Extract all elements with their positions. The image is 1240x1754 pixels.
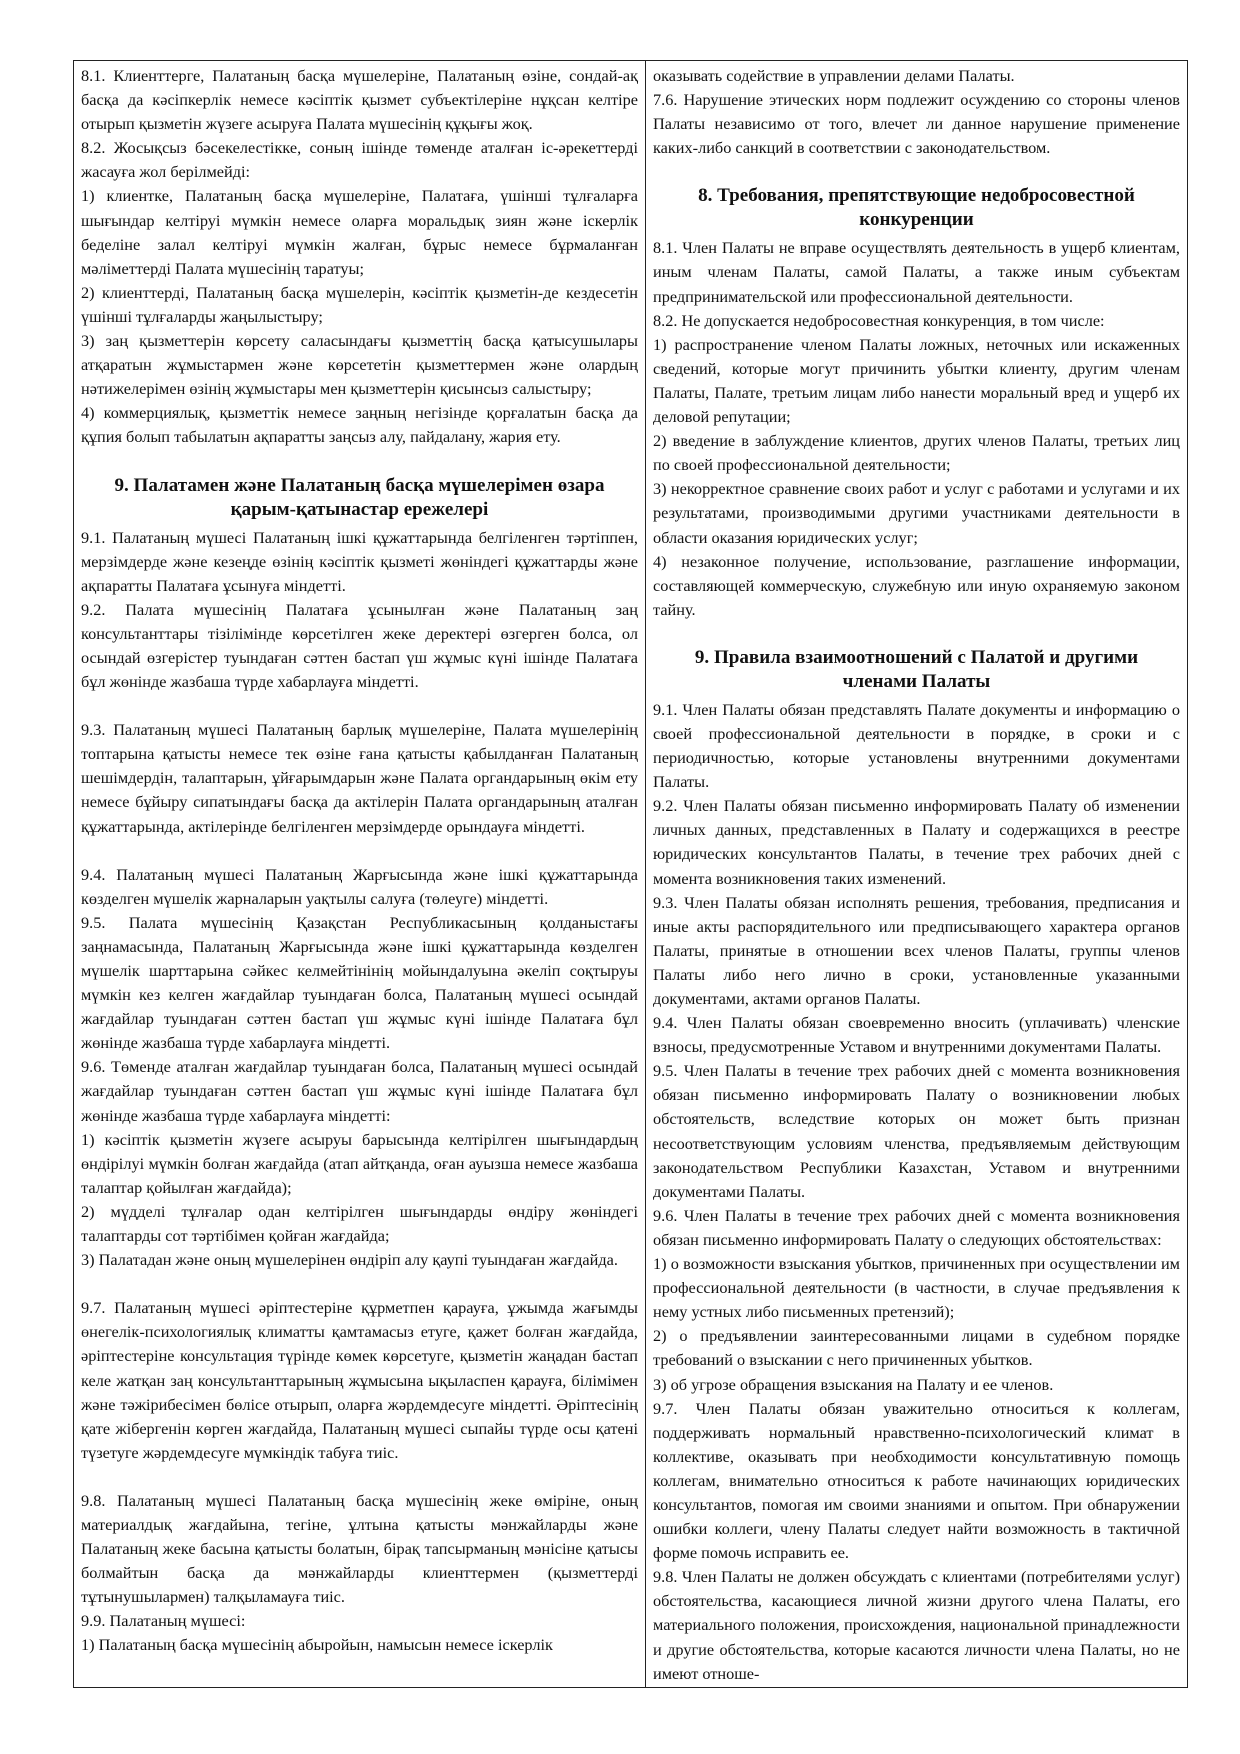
ru-clause-9-2: 9.2. Член Палаты обязан письменно информировать Палату об изменении личных данных, представленных в Палату и содержащихся в реестре юридических консультантов Палаты, в течение трех рабочих дней с момента возникновения таких изменений. bbox=[653, 796, 1180, 888]
ru-clause-9-5: 9.5. Член Палаты в течение трех рабочих дней с момента возникновения обязан письменно информировать Палату о возникновении любых обстоятельств, вследствие которых он может быть признан несоответствующим условиям членства, предъявляемым действующим законодательством Республики Казахстан, Уставом и внутренними документами Палаты. bbox=[653, 1061, 1180, 1201]
kk-section-9-heading: 9. Палатамен және Палатаның басқа мүшелерімен өзара қарым-қатынастар ережелері bbox=[114, 474, 605, 520]
kk-clause-9-9-item-1: 1) Палатаның басқа мүшесінің абыройын, намысын немесе іскерлік bbox=[81, 1635, 553, 1655]
ru-clause-9-8: 9.8. Член Палаты не должен обсуждать с клиентами (потребителями услуг) обстоятельства, касающиеся личной жизни другого члена Палаты, его материального положения, происхождения, национальной принадлежности и другие обстоятельства, которые касаются личности члена Палаты, но не имеют отноше- bbox=[653, 1567, 1180, 1683]
kk-clause-9-1: 9.1. Палатаның мүшесі Палатаның ішкі құжаттарында белгіленген тәртіппен, мерзімдерде және кезеңде өзінің кәсіптік қызметі жөніндегі құжаттарды және ақпаратты Палатаға ұсынуға міндетті. bbox=[81, 527, 638, 595]
ru-section-8-heading: 8. Требования, препятствующие недобросовестной конкуренции bbox=[698, 185, 1135, 231]
kk-clause-9-9: 9.9. Палатаның мүшесі: bbox=[81, 1611, 246, 1631]
ru-clause-9-6-item-1: 1) о возможности взыскания убытков, причиненных при осуществлении им профессиональной деятельности (в частности, в случае предъявления к нему устных либо письменных претензий); bbox=[653, 1254, 1180, 1322]
kk-clause-8-2-item-4: 4) коммерциялық, қызметтік немесе заңның негізінде қорғалатын басқа да құпия болып табылатын ақпаратты заңсыз алу, пайдалану, жария ету. bbox=[81, 403, 638, 447]
ru-clause-8-2: 8.2. Не допускается недобросовестная конкуренция, в том числе: bbox=[653, 310, 1105, 330]
ru-clause-9-6-item-3: 3) об угрозе обращения взыскания на Палату и ее членов. bbox=[653, 1374, 1054, 1394]
kk-clause-9-4: 9.4. Палатаның мүшесі Палатаның Жарғысында және ішкі құжаттарында көзделген мүшелік жарналарын уақтылы салуға (төлеуге) міндетті. bbox=[81, 864, 638, 908]
ru-clause-8-2-item-3: 3) некорректное сравнение своих работ и услуг с работами и услугами и их результатами, производимыми другими участниками деятельности в области оказания юридических услуг; bbox=[653, 479, 1180, 547]
ru-clause-9-1: 9.1. Член Палаты обязан представлять Палате документы и информацию о своей профессиональной деятельности в порядке, в сроки и с периодичностью, которые установлены внутренними документами Палаты. bbox=[653, 699, 1180, 792]
kazakh-column bbox=[74, 61, 646, 1687]
ru-clause-7-6: 7.6. Нарушение этических норм подлежит осуждению со стороны членов Палаты независимо от того, влечет ли данное нарушение применение каких-либо санкций в соответствии с законодательством. bbox=[653, 90, 1180, 158]
ru-clause-9-4: 9.4. Член Палаты обязан своевременно вносить (уплачивать) членские взносы, предусмотренные Уставом и внутренними документами Палаты. bbox=[653, 1013, 1180, 1057]
ru-clause-9-6-item-2: 2) о предъявлении заинтересованными лицами в судебном порядке требований о взыскании с него причиненных убытков. bbox=[653, 1326, 1180, 1370]
kk-clause-9-6: 9.6. Төменде аталған жағдайлар туындаған болса, Палатаның мүшесі осындай жағдайлар туындаған сәттен бастап үш жұмыс күні ішінде Палатаға бұл жөнінде жазбаша түрде хабарлауға міндетті: bbox=[81, 1057, 638, 1125]
kk-clause-9-6-item-3: 3) Палатадан және оның мүшелерінен өндіріп алу қаупі туындаған жағдайда. bbox=[81, 1250, 618, 1270]
ru-clause-9-7: 9.7. Член Палаты обязан уважительно относиться к коллегам, поддерживать нормальный нравственно-психологический климат в коллективе, оказывать при необходимости консультативную помощь коллегам, внимательно относиться к работе начинающих юридических консультантов, помогая им своими знаниями и опытом. При обнаружении ошибки коллеги, члену Палаты следует найти возможность в тактичной форме помочь исправить ее. bbox=[653, 1398, 1180, 1563]
kk-clause-9-2: 9.2. Палата мүшесінің Палатаға ұсынылған және Палатаның заң консультанттары тізілімінде көрсетілген жеке деректері өзгерген болса, ол осындай өзгерістер туындаған сәттен бастап үш жұмыс күні ішінде Палатаға бұл жөнінде жазбаша түрде хабарлауға міндетті. bbox=[81, 599, 638, 692]
ru-clause-7-5-continuation: оказывать содействие в управлении делами Палаты. bbox=[653, 66, 1015, 85]
kk-clause-8-2: 8.2. Жосықсыз бәсекелестікке, соның ішінде төменде аталған іс-әрекеттерді жасауға жол берілмейді: bbox=[81, 138, 638, 182]
ru-clause-9-3: 9.3. Член Палаты обязан исполнять решения, требования, предписания и иные акты распорядительного или предписывающего характера органов Палаты, принятые в отношении всех членов Палаты, группы членов Палаты либо него лично в сроки, установленные указанными документами, актами органов Палаты. bbox=[653, 892, 1180, 1008]
ru-clause-8-2-item-2: 2) введение в заблуждение клиентов, других членов Палаты, третьих лиц по своей профессиональной деятельности; bbox=[653, 431, 1180, 475]
kk-clause-9-8: 9.8. Палатаның мүшесі Палатаның басқа мүшесінің жеке өміріне, оның материалдық жағдайына, тегіне, ұлтына қатысты мәнжайларды және Палатаның жеке басына қатысты болатын, бірақ тапсырманың мәнісіне қатысы болмайтын басқа да мәнжайларды клиенттермен (қызметтерді тұтынушылармен) талқыламауға тиіс. bbox=[81, 1490, 638, 1607]
kk-clause-9-7: 9.7. Палатаның мүшесі әріптестеріне құрметпен қарауға, ұжымда жағымды өнегелік-психологиялық климатты қамтамасыз етуге, қажет болған жағдайда, әріптестеріне консультация түрінде көмек көрсетуге, қызметін жаңадан бастап келе жатқан заң консультанттарының жұмысына ықыласпен қарауға, білімімен және тәжірибесімен бөлісе отырып, оларға жәрдемдесуге міндетті. Әріптесінің қате жібергенін көрген жағдайда, Палатаның мүшесі сыпайы түрде осы қатені түзетуге жәрдемдесуге мүмкіндік табуға тиіс. bbox=[81, 1298, 638, 1462]
ru-clause-8-2-item-1: 1) распространение членом Палаты ложных, неточных или искаженных сведений, которые могут причинить убытки клиенту, другим членам Палаты, Палате, третьим лицам либо нанести моральный вред и ущерб их деловой репутации; bbox=[653, 334, 1180, 427]
ru-clause-9-6: 9.6. Член Палаты в течение трех рабочих дней с момента возникновения обязан письменно информировать Палату о следующих обстоятельствах: bbox=[653, 1205, 1180, 1249]
kk-clause-8-2-item-2: 2) клиенттерді, Палатаның басқа мүшелерін, кәсіптік қызметін-де кездесетін үшінші тұлғаларды жаңылыстыру; bbox=[81, 282, 638, 326]
kk-clause-9-6-item-1: 1) кәсіптік қызметін жүзеге асыруы барысында келтірілген шығындардың өндірілуі мүмкін болған жағдайда (атап айтқанда, оған ауызша немесе жазбаша талаптар қойылған жағдайда); bbox=[81, 1129, 638, 1197]
kk-clause-9-3: 9.3. Палатаның мүшесі Палатаның барлық мүшелеріне, Палата мүшелерінің топтарына қатысты немесе тек өзіне ғана қатысты қабылданған Палатаның шешімдердін, талаптарын, ұйғарымдарын және Палата органдарының өкім ету немесе бұйыру сипатындағы басқа да актілерін Палата органдарының аталған құжаттарында, актілерінде белгіленген мерзімдерде орындауға міндетті. bbox=[81, 720, 638, 836]
bilingual-document-table bbox=[73, 60, 1188, 1688]
ru-section-9-heading: 9. Правила взаимоотношений с Палатой и другими членами Палаты bbox=[694, 646, 1139, 692]
ru-clause-8-2-item-4: 4) незаконное получение, использование, разглашение информации, составляющей коммерческую, служебную или иную охраняемую законом тайну. bbox=[653, 551, 1180, 619]
ru-clause-8-1: 8.1. Член Палаты не вправе осуществлять деятельность в ущерб клиентам, иным членам Палаты, самой Палаты, а также иным субъектам предпринимательской или профессиональной деятельности. bbox=[653, 238, 1180, 306]
russian-column bbox=[646, 61, 1187, 1687]
kk-clause-8-2-item-1: 1) клиентке, Палатаның басқа мүшелеріне, Палатаға, үшінші тұлғаларға шығындар келтіруі мүмкін немесе оларға моральдық зиян және іскерлік беделіне залал келтіруі мүмкін жалған, бұрыс немесе бұрмаланған мәліметтерді Палата мүшесінің таратуы; bbox=[81, 186, 638, 278]
kk-clause-9-6-item-2: 2) мүдделі тұлғалар одан келтірілген шығындарды өндіру жөніндегі талаптарды сот тәртібімен қойған жағдайда; bbox=[81, 1201, 638, 1246]
kk-clause-8-1: 8.1. Клиенттерге, Палатаның басқа мүшелеріне, Палатаның өзіне, сондай-ақ басқа да кәсіпкерлік немесе кәсіптік қызмет субъектілеріне нұқсан келтіре отырып қызметін жүзеге асыруға Палата мүшесінің құқығы жоқ. bbox=[81, 66, 638, 134]
kk-clause-8-2-item-3: 3) заң қызметтерін көрсету саласындағы қызметтің басқа қатысушылары атқаратын жұмыстармен және көрсететін қызметтермен және олардың нәтижелерімен өзінің жұмыстары мен қызметтерін қисынсыз салыстыру; bbox=[81, 331, 638, 399]
kk-clause-9-5: 9.5. Палата мүшесінің Қазақстан Республикасының қолданыстағы заңнамасында, Палатаның Жарғысында және ішкі құжаттарында көзделген мүшелік шарттарына сәйкес келмейтінінің мойындалуына әкеліп соқтыруы мүмкін кез келген жағдайлар туындаған болса, Палатаның мүшесі осындай жағдайлар туындаған сәттен бастап үш жұмыс күні ішінде Палатаға бұл жөнінде жазбаша түрде хабарлауға міндетті. bbox=[81, 912, 638, 1053]
